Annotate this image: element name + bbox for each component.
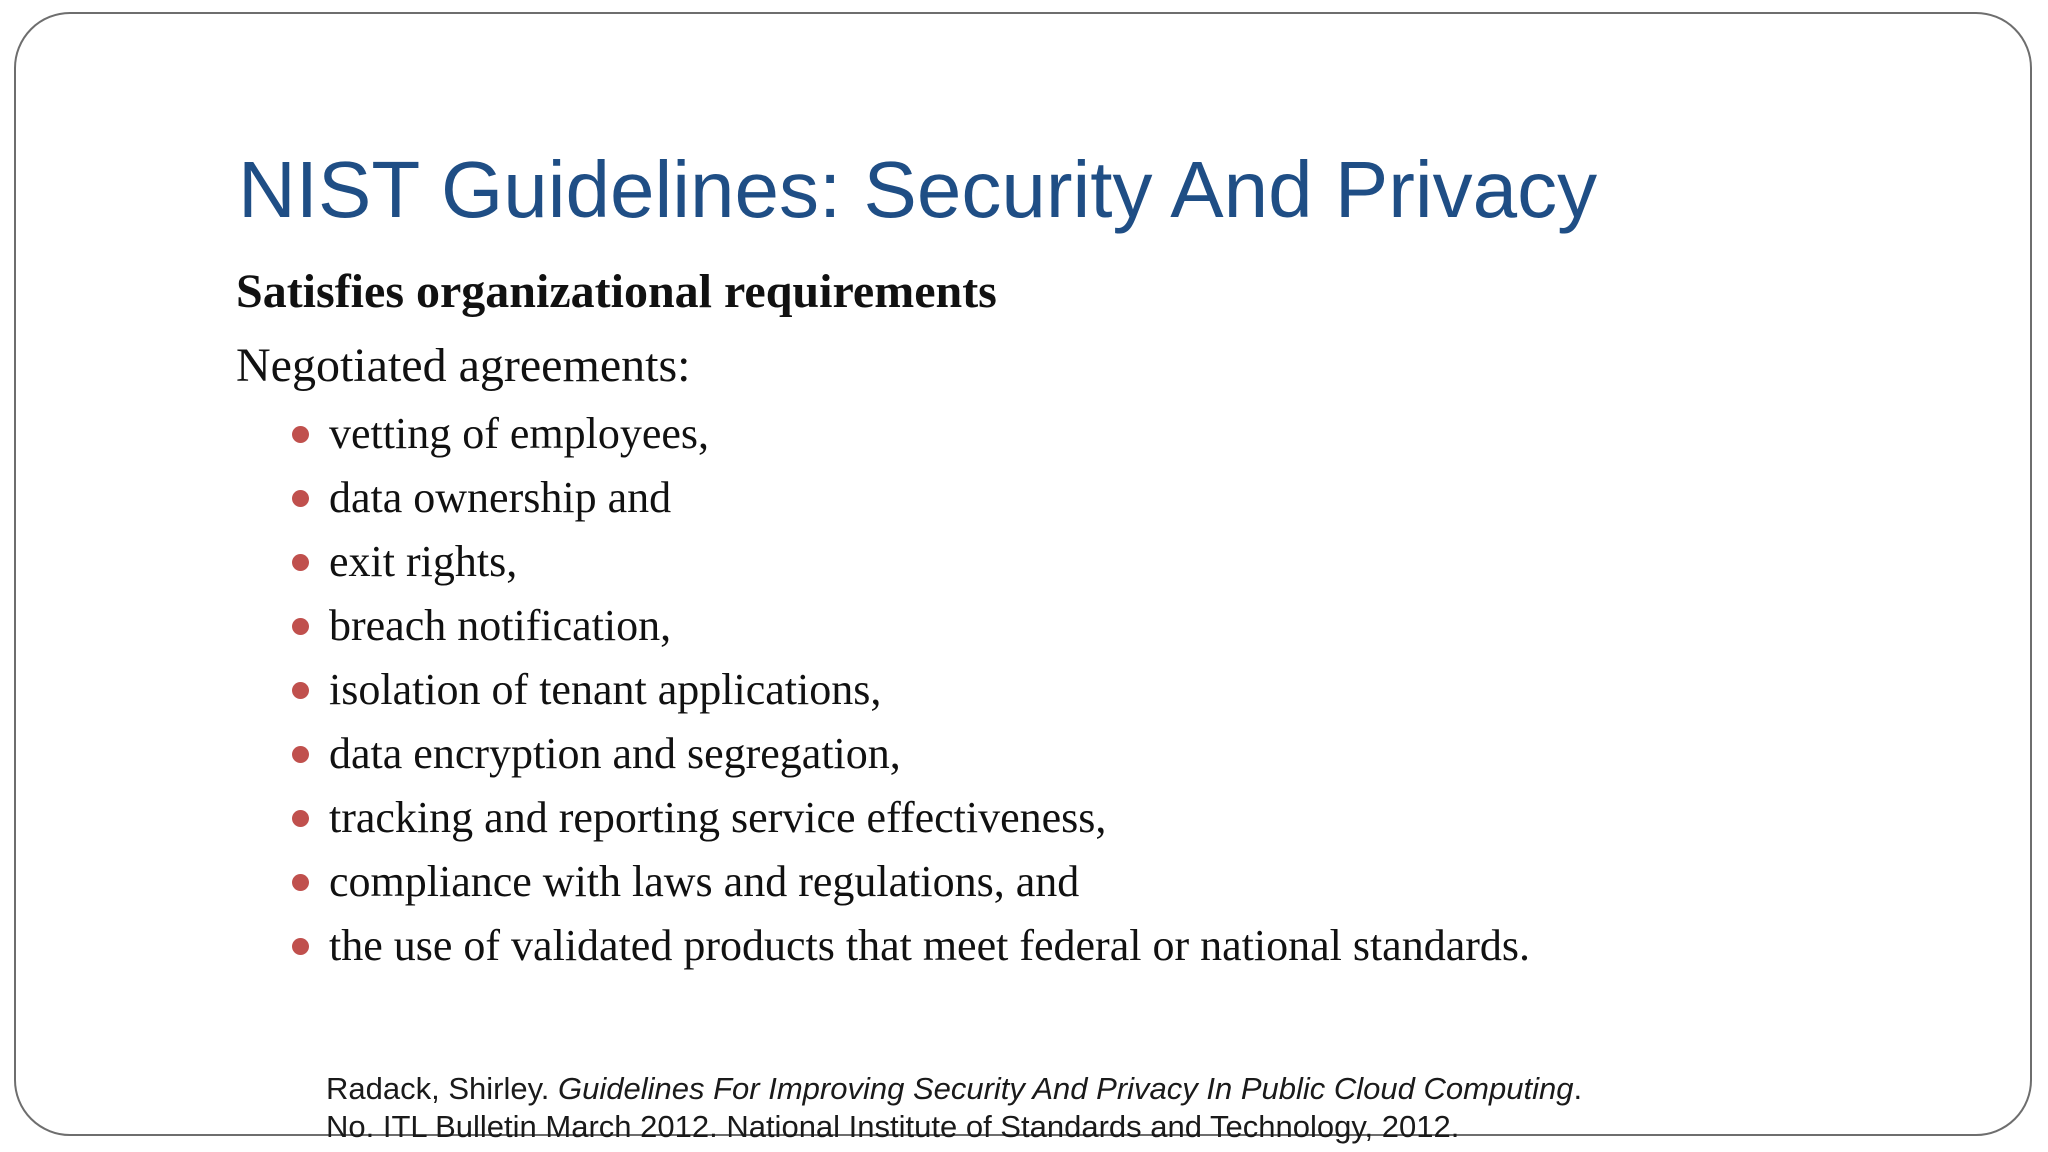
bullet-text: the use of validated products that meet federal or national standards. [329, 921, 1531, 970]
bullet-item [292, 402, 1530, 466]
citation-line-1 [326, 1070, 1582, 1108]
bullet-item [292, 786, 1530, 850]
slide-subheading: Satisfies organizational requirements [236, 265, 997, 318]
bullet-dot-icon [292, 426, 309, 443]
bullet-item [292, 594, 1530, 658]
citation-line-2: No. ITL Bulletin March 2012. National Institute of Standards and Technology, 2012. [326, 1109, 1460, 1144]
bullet-dot-icon [292, 938, 309, 955]
bullet-text: exit rights, [329, 537, 518, 586]
bullet-item [292, 466, 1530, 530]
bullet-item [292, 914, 1530, 978]
citation-punctuation: . [1573, 1071, 1583, 1106]
bullet-text: breach notification, [329, 601, 672, 650]
bullet-dot-icon [292, 682, 309, 699]
bullet-dot-icon [292, 490, 309, 507]
slide-title: NIST Guidelines: Security And Privacy [238, 145, 1598, 234]
bullet-item [292, 850, 1530, 914]
bullet-text: data encryption and segregation, [329, 729, 901, 778]
bullet-list [292, 402, 1530, 978]
bullet-text: isolation of tenant applications, [329, 665, 882, 714]
bullet-dot-icon [292, 618, 309, 635]
bullet-dot-icon [292, 874, 309, 891]
bullet-text: tracking and reporting service effectiveness, [329, 793, 1107, 842]
bullet-item [292, 658, 1530, 722]
bullet-dot-icon [292, 746, 309, 763]
bullet-dot-icon [292, 810, 309, 827]
bullet-text: compliance with laws and regulations, and [329, 857, 1080, 906]
bullet-item [292, 530, 1530, 594]
citation [326, 1070, 1582, 1146]
bullet-item [292, 722, 1530, 786]
lead-text: Negotiated agreements: [236, 339, 691, 392]
bullet-text: data ownership and [329, 473, 672, 522]
citation-author: Radack, Shirley. [326, 1071, 559, 1106]
bullet-dot-icon [292, 554, 309, 571]
citation-work-title: Guidelines For Improving Security And Privacy In Public Cloud Computing [558, 1071, 1574, 1106]
bullet-text: vetting of employees, [329, 409, 710, 458]
slide-frame [14, 12, 2032, 1144]
